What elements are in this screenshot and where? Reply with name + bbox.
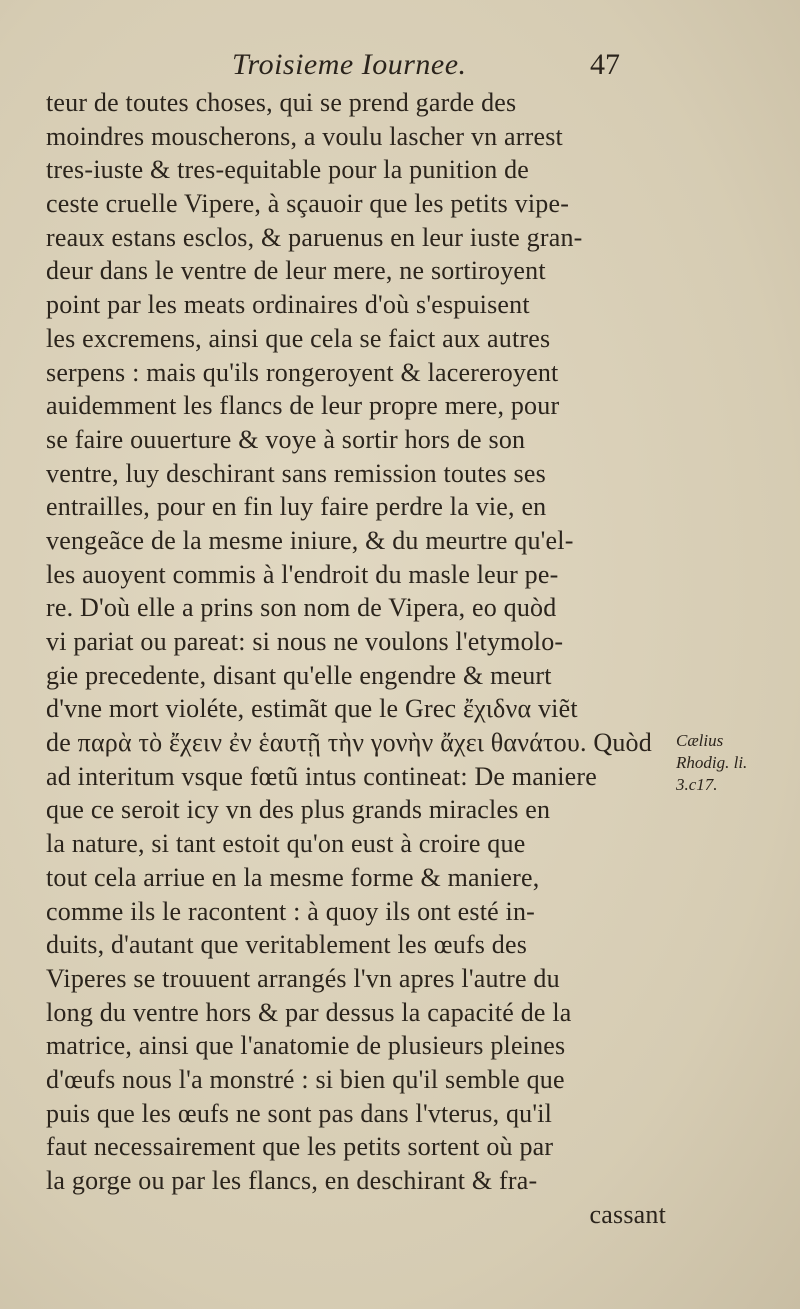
running-title: Troisieme Iournee. xyxy=(232,48,467,81)
text-line: vengeãce de la mesme iniure, & du meurtre qu'el- xyxy=(46,525,574,555)
margin-note-line: 3.c17. xyxy=(676,775,718,794)
text-line: la gorge ou par les flancs, en deschirant & fra- xyxy=(46,1166,538,1195)
text-line: entrailles, pour en fin luy faire perdre la vie, en xyxy=(46,492,547,522)
text-line: ad interitum vsque fœtũ intus contineat: De maniere xyxy=(46,761,597,791)
text-line: ceste cruelle Vipere, à sçauoir que les petits vipe- xyxy=(46,189,570,219)
page-header xyxy=(0,48,800,88)
margin-note-line: Rhodig. li. xyxy=(676,753,748,772)
text-line: auidemment les flancs de leur propre mere, pour xyxy=(46,391,560,421)
text-line: les auoyent commis à l'endroit du masle leur pe- xyxy=(46,559,559,589)
text-line: tout cela arriue en la mesme forme & maniere, xyxy=(46,862,540,892)
text-line: re. D'où elle a prins son nom de Vipera, eo quòd xyxy=(46,593,557,623)
text-line: point par les meats ordinaires d'où s'espuisent xyxy=(46,290,530,320)
text-line: que ce seroit icy vn des plus grands miracles en xyxy=(46,795,551,825)
text-line: tres-iuste & tres-equitable pour la punition de xyxy=(46,155,530,185)
text-line: deur dans le ventre de leur mere, ne sortiroyent xyxy=(46,256,546,286)
text-line: gie precedente, disant qu'elle engendre & meurt xyxy=(46,660,552,690)
text-line: d'vne mort violéte, estimãt que le Grec ἔχιδνα viẽt xyxy=(46,694,578,724)
body-text xyxy=(46,86,666,1231)
text-line: se faire ouuerture & voye à sortir hors de son xyxy=(46,424,526,454)
text-line: la nature, si tant estoit qu'on eust à croire que xyxy=(46,829,526,859)
text-line: teur de toutes choses, qui se prend garde des xyxy=(46,88,517,117)
text-line: reaux estans esclos, & paruenus en leur iuste gran- xyxy=(46,222,583,252)
margin-note-line: Cælius xyxy=(676,731,724,750)
text-line: faut necessairement que les petits sortent où par xyxy=(46,1132,554,1162)
text-line: vi pariat ou pareat: si nous ne voulons l'etymolo- xyxy=(46,627,564,656)
text-line: cassant xyxy=(589,1199,666,1229)
text-line: matrice, ainsi que l'anatomie de plusieurs pleines xyxy=(46,1031,566,1061)
text-line: les excremens, ainsi que cela se faict aux autres xyxy=(46,323,551,353)
text-line: ventre, luy deschirant sans remission toutes ses xyxy=(46,458,546,488)
text-line: duits, d'autant que veritablement les œufs des xyxy=(46,930,528,960)
text-line: puis que les œufs ne sont pas dans l'vterus, qu'il xyxy=(46,1098,553,1128)
text-line: de παρὰ τὸ ἔχειν ἐν ἑαυτῇ τὴν γονὴν ἄχει θανάτου. Quòd xyxy=(46,728,652,758)
text-line: serpens : mais qu'ils rongeroyent & lacereroyent xyxy=(46,357,559,387)
text-line: d'œufs nous l'a monstré : si bien qu'il semble que xyxy=(46,1064,565,1094)
text-line: moindres mouscherons, a voulu lascher vn arrest xyxy=(46,121,563,151)
margin-note xyxy=(676,730,786,796)
page-number: 47 xyxy=(590,48,620,81)
text-line: long du ventre hors & par dessus la capacité de la xyxy=(46,997,572,1027)
text-line: Viperes se trouuent arrangés l'vn apres l'autre du xyxy=(46,963,560,993)
text-line: comme ils le racontent : à quoy ils ont esté in- xyxy=(46,896,536,926)
